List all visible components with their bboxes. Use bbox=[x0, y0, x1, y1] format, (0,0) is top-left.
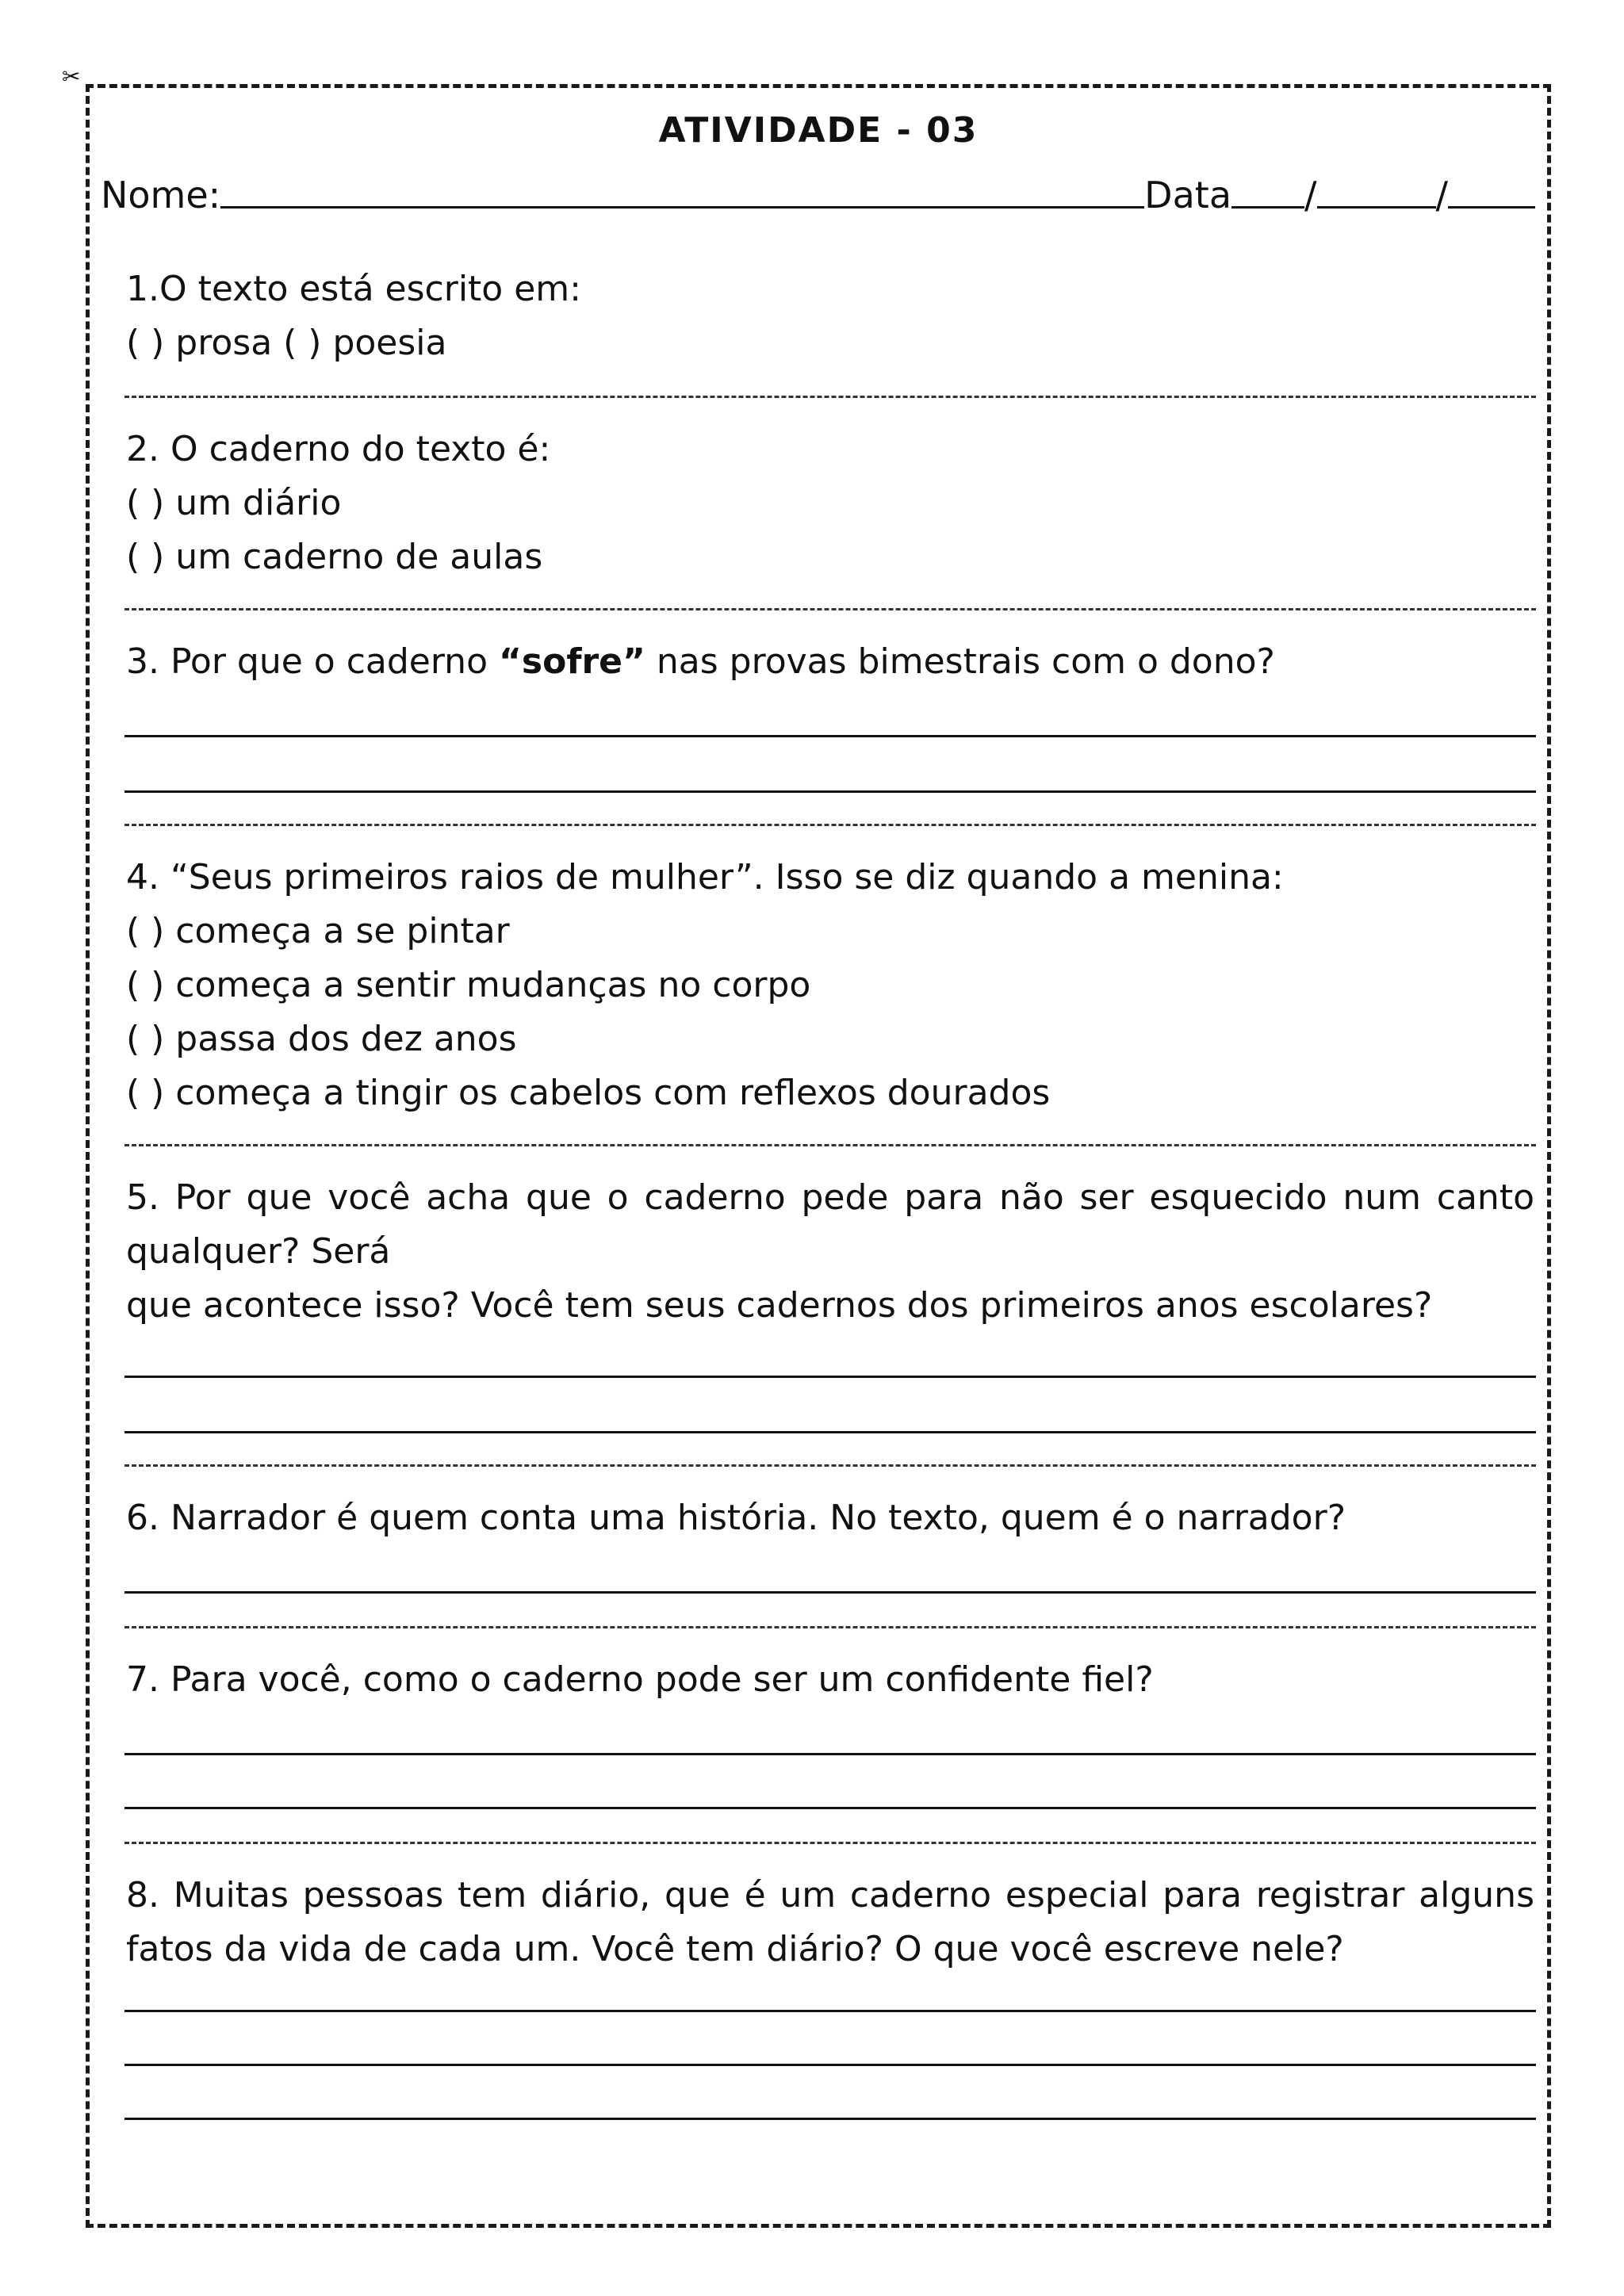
option-line[interactable]: ( ) passa dos dez anos bbox=[126, 1019, 517, 1059]
separator bbox=[124, 608, 1536, 610]
answer-line[interactable] bbox=[124, 2010, 1536, 2012]
date-year-field[interactable] bbox=[1448, 205, 1535, 209]
question-text: 5. Por que você acha que o caderno pede para não ser esquecido num canto bbox=[126, 1177, 1534, 1218]
option-line[interactable]: ( ) um caderno de aulas bbox=[126, 537, 543, 577]
question-3 bbox=[126, 635, 1534, 689]
date-separator: / bbox=[1304, 174, 1317, 216]
option-line[interactable]: ( ) começa a se pintar bbox=[126, 911, 510, 951]
question-5 bbox=[126, 1171, 1534, 1333]
answer-line[interactable] bbox=[124, 2118, 1536, 2120]
date-day-field[interactable] bbox=[1231, 205, 1304, 209]
date-month-field[interactable] bbox=[1317, 205, 1436, 209]
question-text: 2. O caderno do texto é: bbox=[126, 429, 551, 469]
emphasized-word: “sofre” bbox=[498, 641, 645, 682]
option-line[interactable]: ( ) começa a sentir mudanças no corpo bbox=[126, 965, 811, 1005]
question-4 bbox=[126, 851, 1534, 1120]
question-text: 8. Muitas pessoas tem diário, que é um caderno especial para registrar alguns bbox=[126, 1875, 1534, 1915]
question-1 bbox=[126, 262, 1534, 370]
separator bbox=[124, 1626, 1536, 1628]
answer-line[interactable] bbox=[124, 790, 1536, 793]
option-line[interactable]: ( ) prosa ( ) poesia bbox=[126, 323, 447, 363]
answer-line[interactable] bbox=[124, 1591, 1536, 1594]
date-label: Data bbox=[1144, 174, 1232, 216]
answer-line[interactable] bbox=[124, 1431, 1536, 1433]
question-6 bbox=[126, 1491, 1534, 1545]
separator bbox=[124, 1842, 1536, 1844]
answer-line[interactable] bbox=[124, 735, 1536, 737]
worksheet-border bbox=[86, 84, 1551, 2228]
separator bbox=[124, 1144, 1536, 1146]
question-text: 4. “Seus primeiros raios de mulher”. Isso se diz quando a menina: bbox=[126, 857, 1284, 897]
answer-line[interactable] bbox=[124, 1753, 1536, 1755]
page-title: ATIVIDADE - 03 bbox=[658, 110, 979, 151]
question-7 bbox=[126, 1653, 1534, 1707]
question-text: fatos da vida de cada um. Você tem diário? O que você escreve nele? bbox=[126, 1929, 1344, 1969]
separator bbox=[124, 396, 1536, 398]
question-text: 6. Narrador é quem conta uma história. No texto, quem é o narrador? bbox=[126, 1498, 1346, 1538]
separator bbox=[124, 1464, 1536, 1467]
name-label: Nome: bbox=[101, 174, 221, 216]
question-text: que acontece isso? Você tem seus cadernos dos primeiros anos escolares? bbox=[126, 1285, 1433, 1326]
answer-line[interactable] bbox=[124, 1376, 1536, 1378]
question-text: 7. Para você, como o caderno pode ser um confidente fiel? bbox=[126, 1659, 1154, 1700]
question-text: qualquer? Será bbox=[126, 1231, 391, 1272]
scissors-icon: ✂ bbox=[62, 63, 81, 90]
name-date-row bbox=[101, 161, 1536, 216]
option-line[interactable]: ( ) um diário bbox=[126, 483, 342, 523]
question-2 bbox=[126, 423, 1534, 584]
name-field[interactable] bbox=[220, 205, 1144, 209]
date-separator: / bbox=[1435, 174, 1449, 216]
question-text: 1.O texto está escrito em: bbox=[126, 269, 581, 309]
answer-line[interactable] bbox=[124, 1807, 1536, 1809]
answer-line[interactable] bbox=[124, 2064, 1536, 2066]
question-text: 3. Por que o caderno “sofre” nas provas bimestrais com o dono? bbox=[126, 641, 1275, 682]
option-line[interactable]: ( ) começa a tingir os cabelos com reflexos dourados bbox=[126, 1073, 1051, 1113]
question-8 bbox=[126, 1869, 1534, 1976]
separator bbox=[124, 824, 1536, 826]
